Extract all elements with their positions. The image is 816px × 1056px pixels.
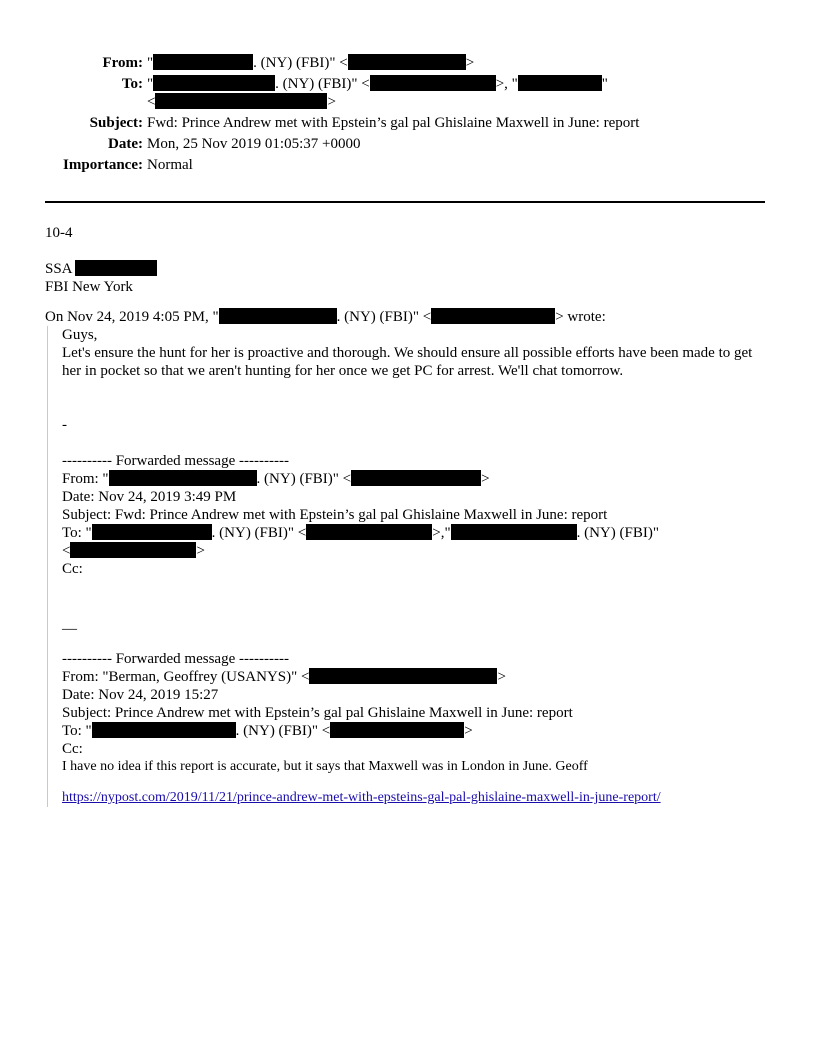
message-body xyxy=(45,224,770,807)
signature-title: SSA xyxy=(45,260,770,278)
forwarded-to: To: " . (NY) (FBI)" < >," . (NY) (FBI)" xyxy=(62,525,659,541)
subject-row xyxy=(40,114,639,135)
forwarded-from: From: " . (NY) (FBI)" < > xyxy=(62,471,490,487)
redaction-block xyxy=(153,75,275,91)
to-value: " . (NY) (FBI)" < >, " " < > xyxy=(147,76,608,110)
date-value: Mon, 25 Nov 2019 01:05:37 +0000 xyxy=(147,136,361,152)
article-link[interactable]: https://nypost.com/2019/11/21/prince-andrew-met-with-epsteins-gal-pal-ghislaine-maxwell-in-june-report/ xyxy=(62,790,661,805)
quoted-dash: - xyxy=(62,417,67,433)
quote-attribution: On Nov 24, 2019 4:05 PM, " . (NY) (FBI)" < > wrote: xyxy=(45,309,606,325)
email-header xyxy=(40,54,639,177)
signature-office: FBI New York xyxy=(45,279,133,295)
redaction-block xyxy=(153,54,253,70)
forwarded-note: I have no idea if this report is accurate, but it says that Maxwell was in London in June. Geoff xyxy=(62,759,588,774)
forwarded-marker-2: ---------- Forwarded message ---------- xyxy=(62,651,289,667)
forwarded-subject: Subject: Fwd: Prince Andrew met with Epstein’s gal pal Ghislaine Maxwell in June: report xyxy=(62,507,608,523)
redaction-block xyxy=(155,93,327,109)
forwarded-date-2: Date: Nov 24, 2019 15:27 xyxy=(62,687,219,703)
subject-value: Fwd: Prince Andrew met with Epstein’s gal pal Ghislaine Maxwell in June: report xyxy=(147,115,640,131)
article-link-line xyxy=(62,788,770,807)
to-label: To: xyxy=(121,76,143,92)
importance-label: Importance: xyxy=(63,157,143,173)
separator-dash: — xyxy=(62,621,77,637)
redaction-block xyxy=(70,542,196,558)
forwarded-cc-2: Cc: xyxy=(62,741,83,757)
header-divider xyxy=(45,201,765,203)
subject-label: Subject: xyxy=(89,115,143,131)
forwarded-subject-2: Subject: Prince Andrew met with Epstein’s gal pal Ghislaine Maxwell in June: report xyxy=(62,705,573,721)
redaction-block xyxy=(219,308,337,324)
redaction-block xyxy=(75,260,157,276)
importance-value: Normal xyxy=(147,157,193,173)
forwarded-marker: ---------- Forwarded message ---------- xyxy=(62,453,289,469)
redaction-block xyxy=(330,722,464,738)
date-label: Date: xyxy=(108,136,143,152)
forwarded-date: Date: Nov 24, 2019 3:49 PM xyxy=(62,489,237,505)
redaction-block xyxy=(351,470,481,486)
importance-row xyxy=(40,156,639,177)
forwarded-to-cont: < > xyxy=(62,543,205,559)
redaction-block xyxy=(306,524,432,540)
quoted-message xyxy=(47,326,770,807)
redaction-block xyxy=(370,75,496,91)
forwarded-to-2: To: " . (NY) (FBI)" < > xyxy=(62,723,473,739)
from-label: From: xyxy=(102,55,143,71)
redaction-block xyxy=(92,722,236,738)
redaction-block xyxy=(518,75,602,91)
forwarded-from-2: From: "Berman, Geoffrey (USANYS)" < > xyxy=(62,669,506,685)
redaction-block xyxy=(431,308,555,324)
to-row xyxy=(40,75,639,114)
quoted-paragraph: Let's ensure the hunt for her is proactive and thorough. We should ensure all possible efforts have been made to get her in pocket so that we aren't hunting for her once we get PC for arrest. We'll chat tomorrow. xyxy=(62,345,753,379)
quoted-greeting: Guys, xyxy=(62,327,98,343)
redaction-block xyxy=(92,524,212,540)
redaction-block xyxy=(451,524,577,540)
from-value: " . (NY) (FBI)" < > xyxy=(147,55,475,71)
forwarded-cc: Cc: xyxy=(62,561,83,577)
redaction-block xyxy=(109,470,257,486)
date-row xyxy=(40,135,639,156)
redaction-block xyxy=(309,668,497,684)
redaction-block xyxy=(348,54,466,70)
from-row xyxy=(40,54,639,75)
reply-text: 10-4 xyxy=(45,225,73,241)
